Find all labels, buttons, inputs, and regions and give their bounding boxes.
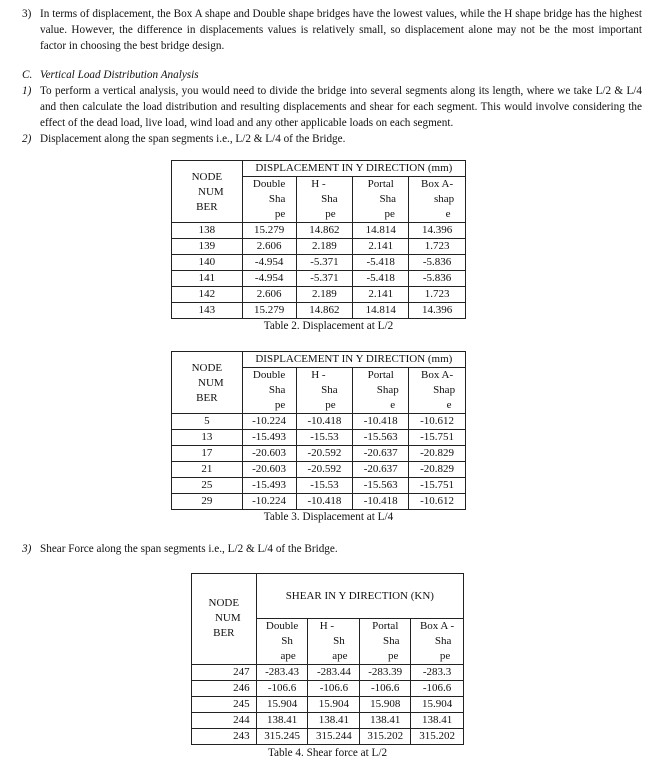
table-cell: 1.723 [409, 287, 466, 303]
column-header: H - Sh ape [308, 619, 360, 665]
table-4 [191, 573, 464, 745]
item-3 [22, 541, 642, 557]
table-2-container [171, 160, 466, 319]
paragraph-3 [22, 6, 642, 54]
table-cell: -10.418 [296, 414, 353, 430]
table-cell: -20.592 [296, 446, 353, 462]
table-cell: -15.751 [409, 478, 466, 494]
table-cell: -10.224 [242, 414, 296, 430]
table-cell: 14.396 [409, 223, 466, 239]
table-row [172, 287, 466, 303]
table-cell: -106.6 [308, 681, 360, 697]
table-row [172, 494, 466, 510]
column-header: Double Sha pe [242, 368, 296, 414]
table-cell: 2.141 [353, 287, 409, 303]
table-3-caption: Table 3. Displacement at L/4 [263, 511, 394, 523]
table-cell: -20.637 [353, 446, 409, 462]
table-2-caption: Table 2. Displacement at L/2 [263, 320, 394, 332]
table-cell: 315.202 [411, 729, 464, 745]
table-cell: -283.44 [308, 665, 360, 681]
table-cell: 139 [172, 239, 243, 255]
table-cell: -4.954 [242, 271, 296, 287]
table-row [172, 303, 466, 319]
table-cell: -5.836 [409, 271, 466, 287]
item-2-number: 2) [22, 133, 32, 145]
table-cell: -5.418 [353, 271, 409, 287]
table-4-node-header [192, 574, 257, 665]
paragraph-3-number: 3) [22, 8, 32, 20]
table-cell: 138.41 [308, 713, 360, 729]
table-cell: -20.603 [242, 462, 296, 478]
paragraph-3-text: In terms of displacement, the Box A shape and Double shape bridges have the lowest values, while the H shape bridge has the highest value. However, the difference in displacements values is relatively small, so displacement alone may not be the most important factor in choosing the best bridge design. [40, 8, 642, 52]
table-cell: 315.244 [308, 729, 360, 745]
item-3-text: Shear Force along the span segments i.e., L/2 & L/4 of the Bridge. [40, 543, 338, 555]
table-cell: 315.202 [360, 729, 411, 745]
section-c-number: C. [22, 69, 33, 81]
table-cell: 2.189 [296, 287, 353, 303]
node-header-line: NUM [198, 377, 224, 389]
table-cell: 14.862 [296, 223, 353, 239]
table-cell: 138.41 [256, 713, 308, 729]
table-cell: -20.829 [409, 446, 466, 462]
item-1-text: To perform a vertical analysis, you would need to divide the bridge into several segments along its length, where we take L/2 & L/4 and then calculate the load distribution and resulting displacements and shear for each segment. This would involve considering the effect of the dead load, live load, wind load and any other applicable loads on each segment. [40, 85, 642, 129]
table-cell: -20.637 [353, 462, 409, 478]
table-cell: -283.3 [411, 665, 464, 681]
table-row [172, 271, 466, 287]
table-cell: 2.606 [242, 239, 296, 255]
table-cell: 15.904 [411, 697, 464, 713]
table-cell: -15.751 [409, 430, 466, 446]
item-1 [22, 83, 642, 131]
table-cell: 17 [172, 446, 243, 462]
table-cell: -15.563 [353, 430, 409, 446]
table-cell: 2.606 [242, 287, 296, 303]
node-header-line: NUM [198, 186, 224, 198]
table-row [192, 729, 464, 745]
table-cell: 15.904 [256, 697, 308, 713]
table-cell: 2.189 [296, 239, 353, 255]
table-row [172, 255, 466, 271]
table-cell: 14.862 [296, 303, 353, 319]
table-cell: 138.41 [411, 713, 464, 729]
table-cell: 142 [172, 287, 243, 303]
table-3-container [171, 351, 466, 510]
column-header: Double Sha pe [242, 177, 296, 223]
table-cell: -20.592 [296, 462, 353, 478]
column-header: Box A- shap e [409, 177, 466, 223]
table-row [172, 430, 466, 446]
table-row [172, 478, 466, 494]
table-cell: 25 [172, 478, 243, 494]
node-header-line: NODE [208, 597, 240, 609]
table-cell: 138 [172, 223, 243, 239]
table-cell: 14.814 [353, 303, 409, 319]
column-header: Portal Sha pe [360, 619, 411, 665]
table-cell: -15.53 [296, 478, 353, 494]
node-header-line: BER [213, 627, 235, 639]
table-cell: 14.396 [409, 303, 466, 319]
table-row [192, 665, 464, 681]
section-c-heading [22, 67, 622, 83]
table-cell: -5.836 [409, 255, 466, 271]
item-2-text: Displacement along the span segments i.e., L/2 & L/4 of the Bridge. [40, 133, 346, 145]
table-cell: 243 [192, 729, 257, 745]
table-cell: -5.418 [353, 255, 409, 271]
table-cell: 5 [172, 414, 243, 430]
item-1-number: 1) [22, 85, 32, 97]
table-cell: -106.6 [256, 681, 308, 697]
table-2-group-header: DISPLACEMENT IN Y DIRECTION (mm) [242, 161, 465, 177]
table-cell: -4.954 [242, 255, 296, 271]
node-header-line: NODE [191, 171, 223, 183]
node-header-line: NUM [214, 612, 241, 624]
column-header: Portal Shap e [353, 368, 409, 414]
table-cell: -10.418 [296, 494, 353, 510]
table-row [192, 697, 464, 713]
table-row [172, 223, 466, 239]
table-cell: -10.612 [409, 494, 466, 510]
table-cell: 315.245 [256, 729, 308, 745]
table-cell: -283.43 [256, 665, 308, 681]
table-cell: 141 [172, 271, 243, 287]
table-2 [171, 160, 466, 319]
table-cell: 15.279 [242, 223, 296, 239]
table-cell: 15.279 [242, 303, 296, 319]
table-row [172, 414, 466, 430]
table-cell: -20.829 [409, 462, 466, 478]
table-cell: 245 [192, 697, 257, 713]
table-cell: -106.6 [411, 681, 464, 697]
table-4-caption: Table 4. Shear force at L/2 [267, 747, 388, 759]
table-cell: 138.41 [360, 713, 411, 729]
column-header: H - Sha pe [296, 177, 353, 223]
table-cell: -15.53 [296, 430, 353, 446]
table-cell: -5.371 [296, 255, 353, 271]
table-cell: -10.612 [409, 414, 466, 430]
table-cell: -10.224 [242, 494, 296, 510]
column-header: H - Sha pe [296, 368, 353, 414]
table-cell: 14.814 [353, 223, 409, 239]
table-3-group-header: DISPLACEMENT IN Y DIRECTION (mm) [242, 352, 465, 368]
table-cell: -15.493 [242, 430, 296, 446]
item-2 [22, 131, 642, 147]
column-header: Box A - Sha pe [411, 619, 464, 665]
table-3 [171, 351, 466, 510]
table-cell: 1.723 [409, 239, 466, 255]
table-3-node-header [172, 352, 243, 414]
item-3-number: 3) [22, 543, 32, 555]
table-cell: 29 [172, 494, 243, 510]
node-header-line: NODE [191, 362, 223, 374]
table-cell: -283.39 [360, 665, 411, 681]
section-c-title: Vertical Load Distribution Analysis [40, 69, 199, 81]
table-row [172, 462, 466, 478]
table-cell: -10.418 [353, 414, 409, 430]
node-header-line: BER [196, 392, 218, 404]
table-row [172, 446, 466, 462]
node-header-line: BER [196, 201, 218, 213]
table-cell: 140 [172, 255, 243, 271]
table-cell: -106.6 [360, 681, 411, 697]
table-cell: -15.563 [353, 478, 409, 494]
table-row [192, 713, 464, 729]
table-cell: 21 [172, 462, 243, 478]
table-4-group-header: SHEAR IN Y DIRECTION (KN) [256, 574, 463, 619]
column-header: Double Sh ape [256, 619, 308, 665]
table-cell: 15.904 [308, 697, 360, 713]
table-cell: 143 [172, 303, 243, 319]
table-cell: -10.418 [353, 494, 409, 510]
table-cell: 2.141 [353, 239, 409, 255]
table-cell: -5.371 [296, 271, 353, 287]
table-row [172, 239, 466, 255]
table-row [192, 681, 464, 697]
column-header: Portal Sha pe [353, 177, 409, 223]
table-4-container [191, 573, 464, 745]
table-cell: 244 [192, 713, 257, 729]
table-cell: 246 [192, 681, 257, 697]
table-cell: 13 [172, 430, 243, 446]
table-cell: -15.493 [242, 478, 296, 494]
table-cell: 15.908 [360, 697, 411, 713]
table-2-node-header [172, 161, 243, 223]
table-cell: -20.603 [242, 446, 296, 462]
table-cell: 247 [192, 665, 257, 681]
column-header: Box A- Shap e [409, 368, 466, 414]
